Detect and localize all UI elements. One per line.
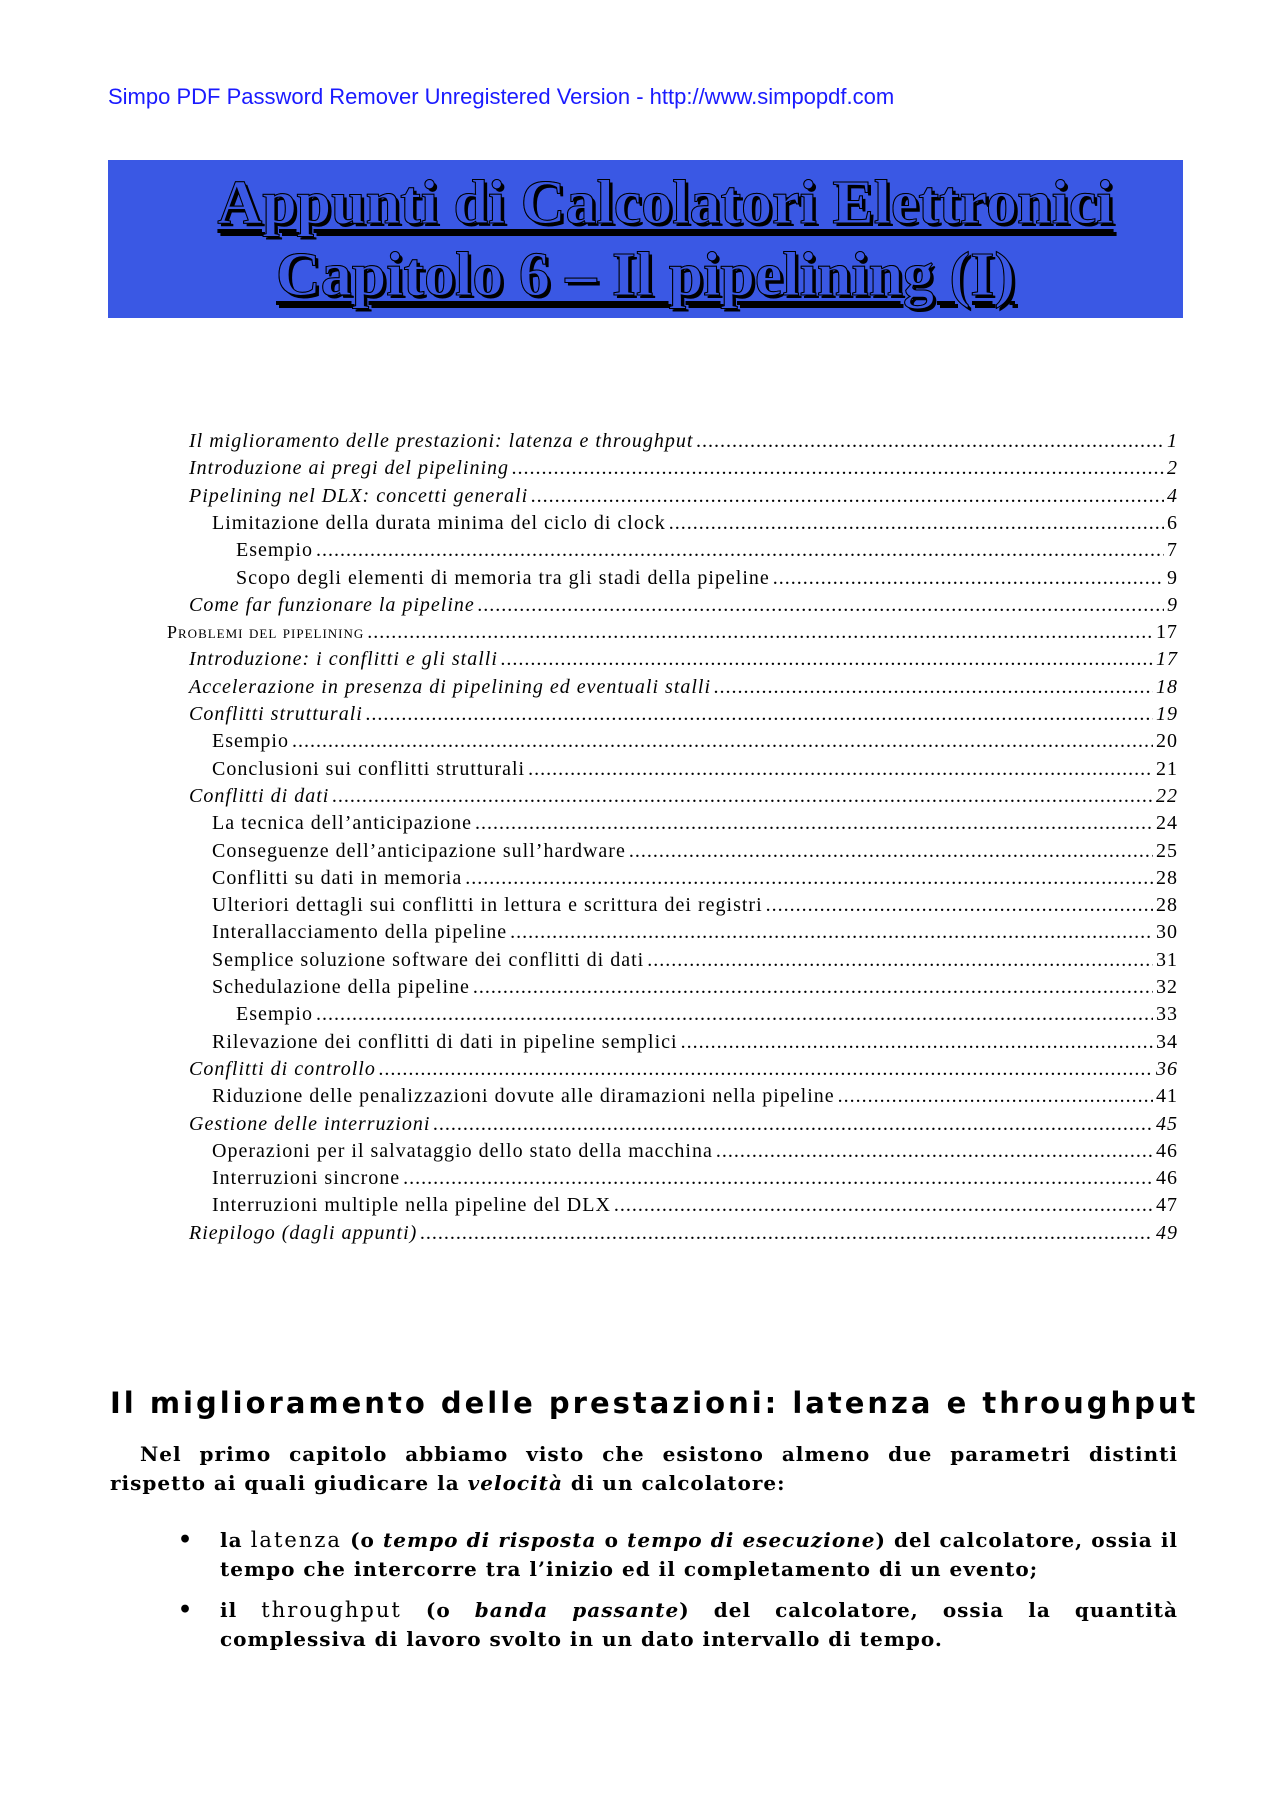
toc-entry[interactable] xyxy=(212,974,1178,1001)
toc-leader-dots xyxy=(528,756,1153,783)
toc-leader-dots xyxy=(475,810,1153,837)
intro-paragraph xyxy=(110,1440,1178,1498)
toc-entry-page: 46 xyxy=(1156,1139,1178,1162)
toc-entry-title: Conflitti di dati xyxy=(189,784,330,807)
toc-entry-page: 20 xyxy=(1156,730,1178,753)
toc-entry-page: 9 xyxy=(1167,566,1178,589)
toc-entry-page: 17 xyxy=(1156,621,1178,644)
intro-text-before: Nel primo capitolo abbiamo visto che esistono almeno due parametri distinti rispetto ai quali giudicare la xyxy=(110,1442,1178,1495)
toc-entry[interactable] xyxy=(212,892,1178,919)
toc-entry[interactable] xyxy=(236,565,1178,592)
toc-entry-page: 21 xyxy=(1156,757,1178,780)
toc-entry[interactable] xyxy=(189,674,1178,701)
toc-entry-page: 41 xyxy=(1156,1085,1178,1108)
toc-entry-page: 18 xyxy=(1156,675,1178,698)
toc-leader-dots xyxy=(332,783,1153,810)
bullet-term: latenza xyxy=(250,1528,342,1552)
toc-entry[interactable] xyxy=(212,865,1178,892)
toc-entry-page: 28 xyxy=(1156,894,1178,917)
toc-entry[interactable] xyxy=(189,783,1178,810)
toc-entry-title: Pipelining nel DLX: concetti generali xyxy=(189,484,529,507)
toc-entry[interactable] xyxy=(212,1083,1178,1110)
toc-entry[interactable] xyxy=(212,810,1178,837)
toc-entry-page: 1 xyxy=(1167,430,1178,452)
toc-entry-title: Interallacciamento della pipeline xyxy=(212,921,508,944)
toc-leader-dots xyxy=(433,1111,1153,1138)
toc-entry[interactable] xyxy=(189,455,1178,482)
toc-entry-page: 4 xyxy=(1167,484,1178,507)
toc-entry-title: Conflitti di controllo xyxy=(189,1057,376,1080)
toc-leader-dots xyxy=(478,592,1164,619)
toc-entry[interactable] xyxy=(189,1056,1178,1083)
toc-leader-dots xyxy=(531,483,1164,510)
toc-entry-title: Introduzione ai pregi del pipelining xyxy=(189,457,510,480)
toc-entry[interactable] xyxy=(189,428,1178,455)
toc-entry-title: Rilevazione dei conflitti di dati in pipeline semplici xyxy=(212,1030,678,1053)
toc-entry-page: 17 xyxy=(1156,648,1178,671)
bullet-rest: ) del calcolatore, ossia la quantità complessiva di lavoro svolto in un dato intervallo di tempo. xyxy=(220,1598,1178,1651)
toc-leader-dots xyxy=(696,428,1164,455)
toc-entry[interactable] xyxy=(212,510,1178,537)
toc-leader-dots xyxy=(473,974,1153,1001)
toc-entry[interactable] xyxy=(212,1165,1178,1192)
toc-entry-page: 36 xyxy=(1156,1057,1178,1080)
bullet-term: throughput xyxy=(261,1598,402,1622)
toc-leader-dots xyxy=(465,865,1153,892)
toc-leader-dots xyxy=(669,510,1164,537)
toc-leader-dots xyxy=(614,1192,1153,1219)
toc-leader-dots xyxy=(629,838,1153,865)
toc-leader-dots xyxy=(714,674,1153,701)
toc-entry-page: 7 xyxy=(1167,539,1178,562)
bullet-emphasis: tempo di risposta xyxy=(383,1528,597,1552)
toc-entry-page: 30 xyxy=(1156,921,1178,944)
toc-entry-title: Come far funzionare la pipeline xyxy=(189,593,475,616)
toc-entry[interactable] xyxy=(212,947,1178,974)
toc-leader-dots xyxy=(379,1056,1153,1083)
bullet-emphasis: banda passante xyxy=(474,1598,680,1622)
toc-entry-title: Conflitti strutturali xyxy=(189,703,363,725)
bullet-mid: o xyxy=(596,1528,628,1552)
toc-entry-title: Esempio xyxy=(236,539,313,562)
toc-entry-title: Riduzione delle penalizzazioni dovute alle diramazioni nella pipeline xyxy=(212,1085,835,1108)
toc-entry-page: 2 xyxy=(1167,457,1178,480)
toc-entry[interactable] xyxy=(189,646,1178,673)
toc-leader-dots xyxy=(316,1001,1153,1028)
bullet-lead: la xyxy=(220,1528,251,1552)
toc-entry-title: Esempio xyxy=(236,1003,313,1026)
toc-entry-title: Interruzioni sincrone xyxy=(212,1167,401,1190)
bullet-rest: ) del calcolatore, ossia il tempo che intercorre tra l’inizio ed il completamento di un evento; xyxy=(220,1528,1179,1581)
watermark-text: Simpo PDF Password Remover Unregistered Version - http://www.simpopdf.com xyxy=(108,84,895,109)
intro-emphasis: velocità xyxy=(467,1471,563,1495)
chapter-title: Capitolo 6 – Il pipelining (I) xyxy=(276,241,1015,309)
title-banner xyxy=(108,160,1183,318)
toc-entry-page: 45 xyxy=(1156,1112,1178,1135)
toc-entry-title: Conseguenze dell’anticipazione sull’hardware xyxy=(212,839,626,862)
toc-entry-page: 46 xyxy=(1156,1167,1178,1190)
toc-entry-title: Ulteriori dettagli sui conflitti in lettura e scrittura dei registri xyxy=(212,894,763,917)
toc-leader-dots xyxy=(681,1029,1153,1056)
toc-entry[interactable] xyxy=(167,619,1178,646)
list-item xyxy=(178,1526,1178,1584)
toc-entry-page: 34 xyxy=(1156,1030,1178,1053)
list-item xyxy=(178,1596,1178,1654)
toc-entry[interactable] xyxy=(189,701,1178,728)
toc-entry-title: Scopo degli elementi di memoria tra gli stadi della pipeline xyxy=(236,566,770,589)
toc-entry-title: Riepilogo (dagli appunti) xyxy=(189,1221,418,1244)
intro-text-after: di un calcolatore: xyxy=(562,1471,786,1495)
toc-entry[interactable] xyxy=(189,1111,1178,1138)
toc-entry-page: 19 xyxy=(1156,703,1178,725)
toc-leader-dots xyxy=(773,565,1164,592)
bullet-lead: il xyxy=(220,1598,262,1622)
toc-leader-dots xyxy=(316,537,1164,564)
bullet-list xyxy=(178,1526,1178,1666)
toc-entry[interactable] xyxy=(236,537,1178,564)
toc-leader-dots xyxy=(716,1138,1153,1165)
toc-entry[interactable] xyxy=(212,1192,1178,1219)
document-title: Appunti di Calcolatori Elettronici xyxy=(217,169,1114,237)
toc-leader-dots xyxy=(501,646,1153,673)
bullet-icon: • xyxy=(178,1597,194,1623)
toc-leader-dots xyxy=(838,1083,1153,1110)
toc-entry[interactable] xyxy=(212,838,1178,865)
toc-entry-page: 9 xyxy=(1167,593,1178,616)
bullet-emphasis: tempo di esecuzione xyxy=(627,1528,876,1552)
toc-leader-dots xyxy=(510,919,1153,946)
toc-leader-dots xyxy=(367,619,1153,646)
toc-entry-page: 47 xyxy=(1156,1194,1178,1217)
toc-leader-dots xyxy=(647,947,1153,974)
toc-entry[interactable] xyxy=(212,1138,1178,1165)
toc-entry-page: 33 xyxy=(1156,1003,1178,1026)
toc-entry-title: Gestione delle interruzioni xyxy=(189,1112,431,1135)
toc-entry-page: 49 xyxy=(1156,1221,1178,1244)
toc-entry-title: Conclusioni sui conflitti strutturali xyxy=(212,757,526,780)
toc-entry-title: Problemi del pipelining xyxy=(167,622,365,643)
section-heading: Il miglioramento delle prestazioni: latenza e throughput xyxy=(110,1386,1199,1420)
bullet-open: (o xyxy=(341,1528,384,1552)
toc-entry[interactable] xyxy=(212,1029,1178,1056)
toc-entry-page: 24 xyxy=(1156,812,1178,835)
toc-entry-title: La tecnica dell’anticipazione xyxy=(212,812,472,835)
toc-entry-page: 22 xyxy=(1156,784,1178,807)
toc-entry[interactable] xyxy=(189,592,1178,619)
toc-entry-title: Il miglioramento delle prestazioni: latenza e throughput xyxy=(189,430,694,452)
toc-leader-dots xyxy=(403,1165,1153,1192)
toc-entry[interactable] xyxy=(212,728,1178,755)
toc-entry-page: 32 xyxy=(1156,976,1178,998)
toc-leader-dots xyxy=(366,701,1153,728)
toc-entry-title: Esempio xyxy=(212,730,289,753)
toc-entry[interactable] xyxy=(189,483,1178,510)
toc-entry-page: 31 xyxy=(1156,948,1178,971)
toc-leader-dots xyxy=(420,1220,1153,1247)
toc-entry-title: Introduzione: i conflitti e gli stalli xyxy=(189,648,498,671)
toc-entry-title: Semplice soluzione software dei conflitti di dati xyxy=(212,948,645,971)
toc-entry[interactable] xyxy=(212,756,1178,783)
toc-entry[interactable] xyxy=(212,919,1178,946)
toc-entry-title: Accelerazione in presenza di pipelining ed eventuali stalli xyxy=(189,675,712,698)
toc-entry-title: Interruzioni multiple nella pipeline del DLX xyxy=(212,1194,611,1217)
toc-entry-page: 28 xyxy=(1156,866,1178,889)
bullet-open: (o xyxy=(401,1598,475,1622)
toc-entry[interactable] xyxy=(236,1001,1178,1028)
toc-entry-title: Operazioni per il salvataggio dello stato della macchina xyxy=(212,1139,713,1162)
toc-entry-page: 6 xyxy=(1167,511,1178,534)
toc-leader-dots xyxy=(766,892,1153,919)
bullet-icon: • xyxy=(178,1527,194,1553)
toc-entry[interactable] xyxy=(189,1220,1178,1247)
toc-entry-title: Conflitti su dati in memoria xyxy=(212,866,463,889)
toc-entry-page: 25 xyxy=(1156,839,1178,862)
toc-leader-dots xyxy=(512,455,1164,482)
toc-leader-dots xyxy=(292,728,1153,755)
toc-entry-title: Limitazione della durata minima del ciclo di clock xyxy=(212,511,666,534)
toc-entry-title: Schedulazione della pipeline xyxy=(212,976,470,998)
